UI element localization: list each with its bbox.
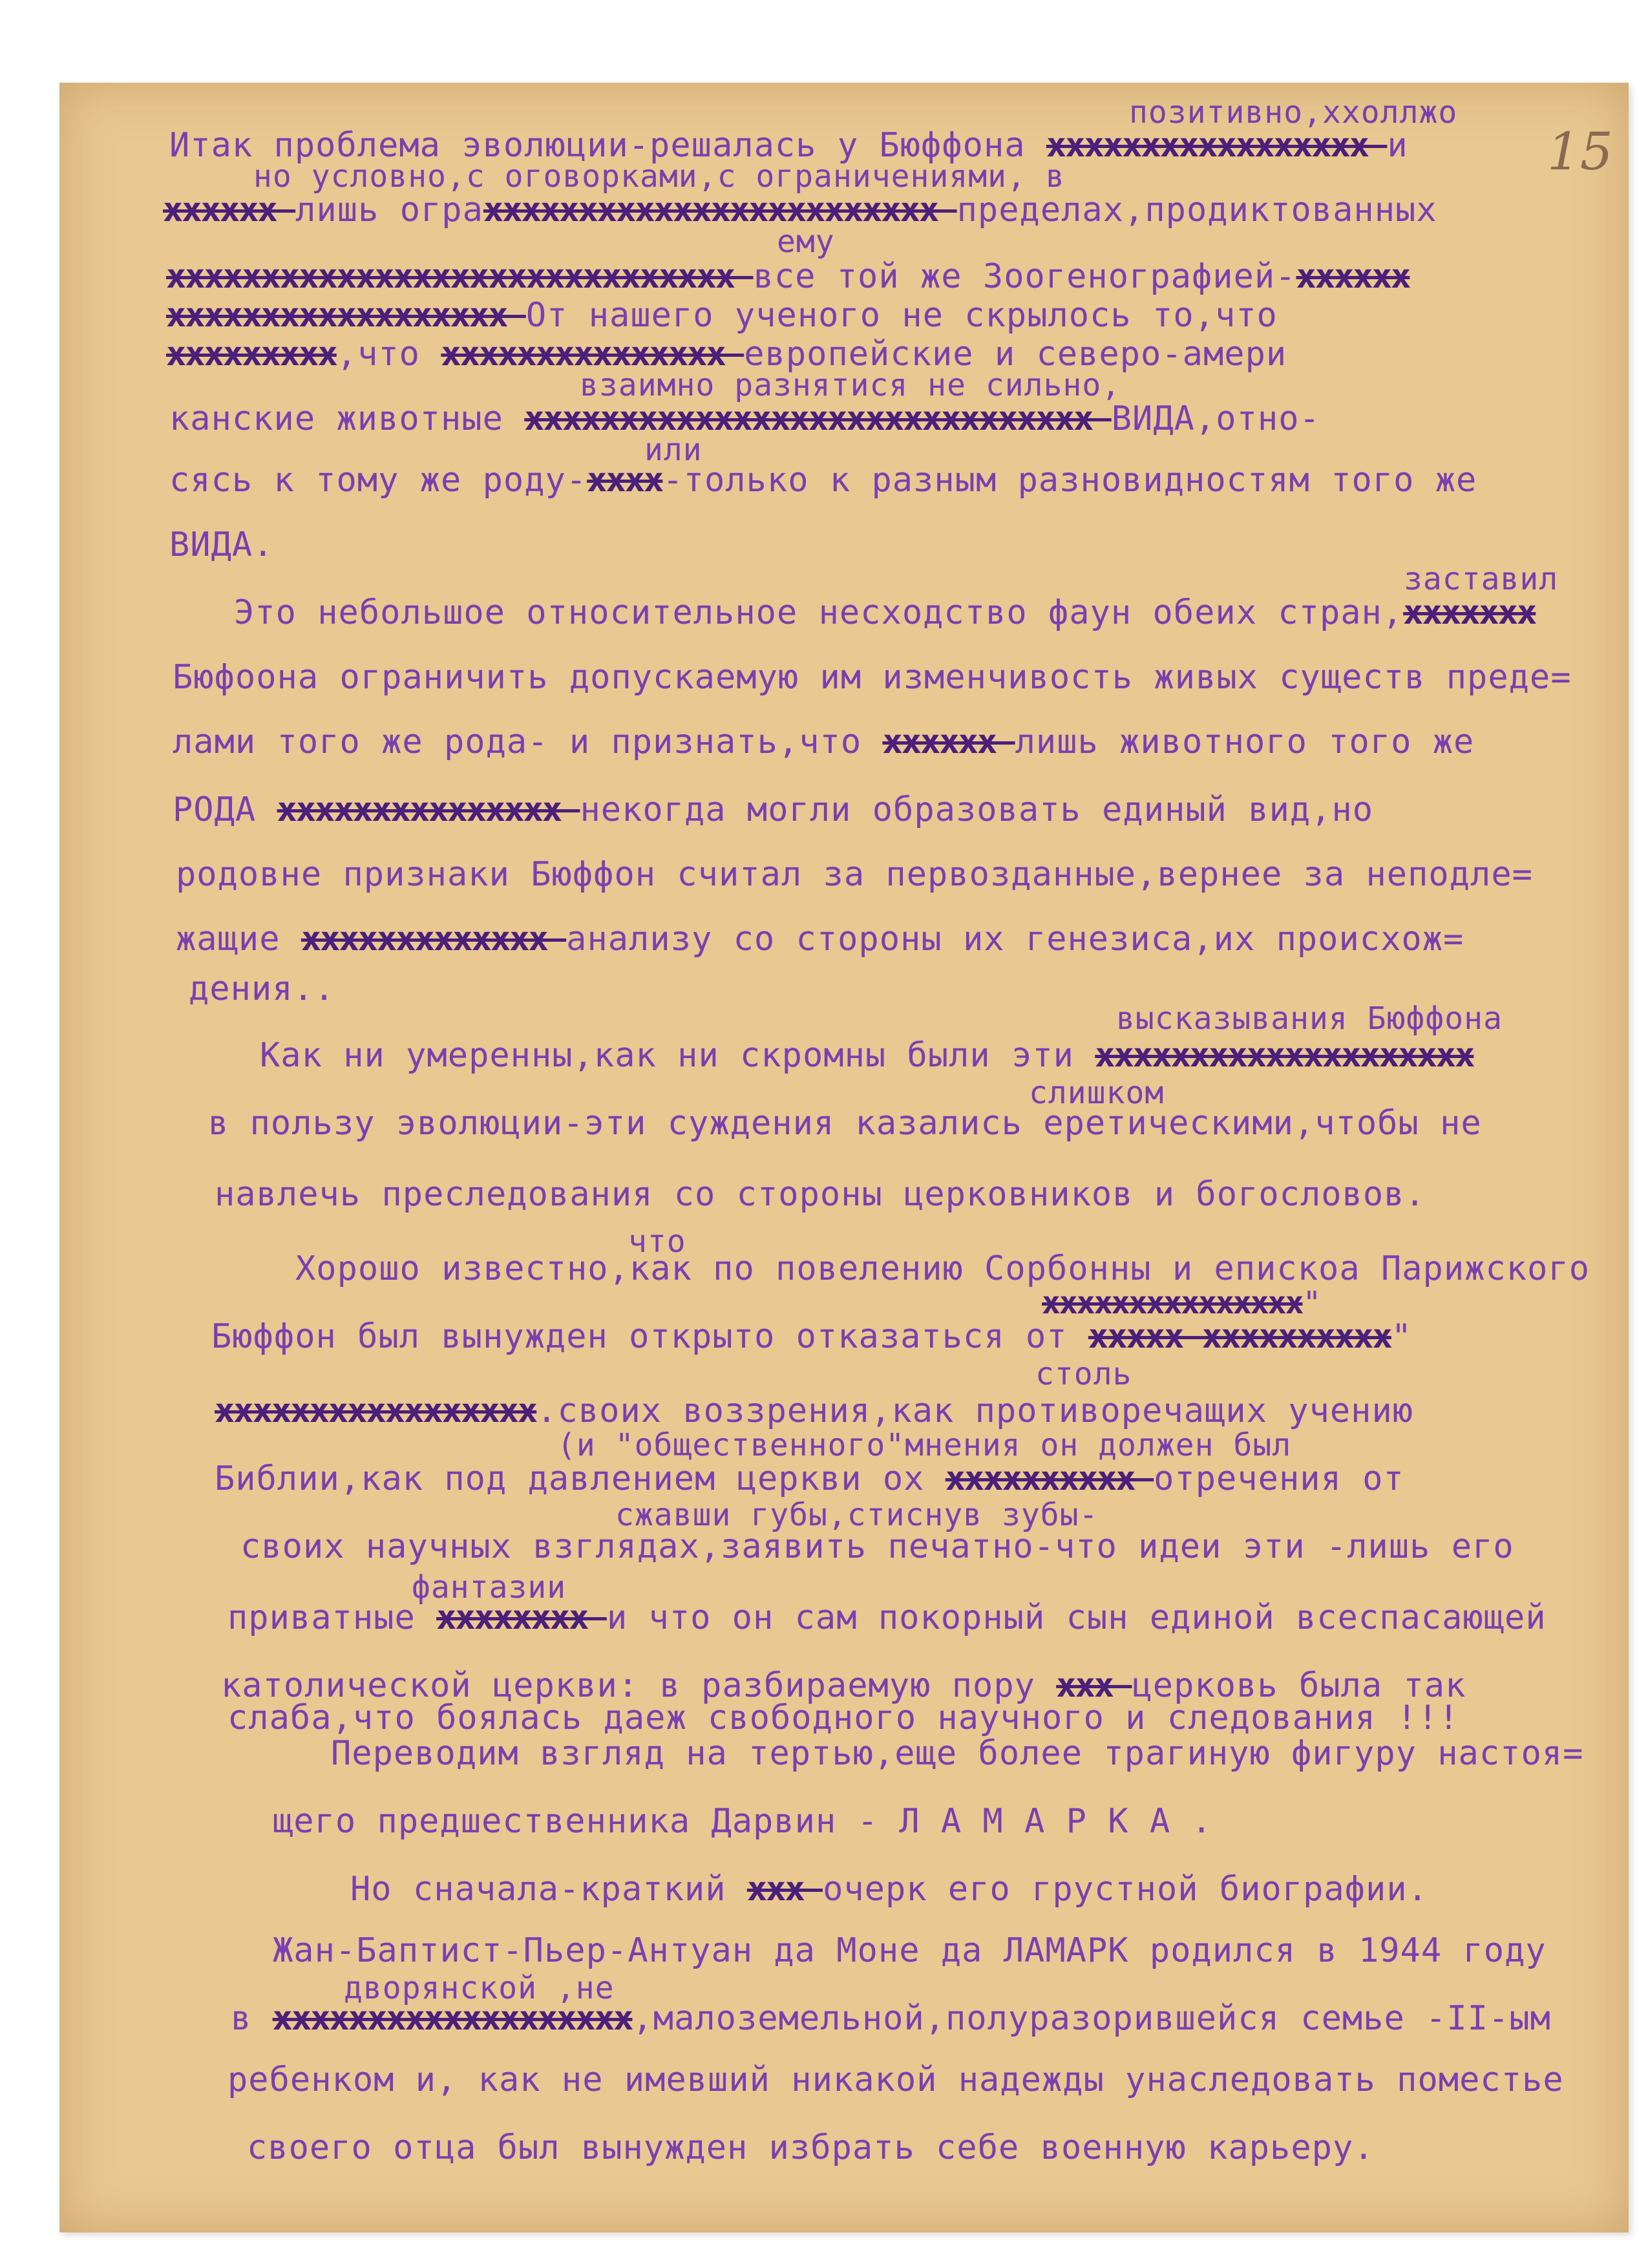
text-line: сясь к тому же роду-хххх-только к разным разновидностям того же — [169, 461, 1477, 500]
text-line: взаимно разнятися не сильно, — [580, 367, 1121, 403]
text-line: хххххххххххххххххх От нашего ученого не скрылось то,что — [166, 296, 1278, 335]
text-line: слишком — [1029, 1075, 1165, 1111]
text-line: в пользу эволюции-эти суждения казались еретическими,чтобы не — [208, 1104, 1482, 1143]
text-line: высказывания Бюффона — [1116, 1001, 1503, 1037]
text-line: жащие ххххххххххххх анализу со стороны их генезиса,их происхож= — [176, 920, 1464, 959]
text-line: Библии,как под давлением церкви ох хххххххххх отречения от — [215, 1459, 1404, 1498]
text-line: Но сначала-краткий ххх очерк его грустной биографии. — [350, 1870, 1428, 1909]
text-line: но условно,с оговорками,с ограничениями, в — [253, 158, 1065, 195]
text-line: столь — [1035, 1356, 1132, 1392]
text-line: ххххххххххххххх" — [1042, 1285, 1322, 1321]
text-line: Жан-Баптист-Пьер-Антуан да Моне да ЛАМАРК родился в 1944 году — [273, 1931, 1547, 1970]
text-line: своих научных взглядах,заявить печатно-что идеи эти -лишь его — [240, 1527, 1514, 1566]
text-line: что — [628, 1224, 686, 1260]
text-line: Хорошо известно,как по повелению Сорбонны и епискоа Парижского — [295, 1249, 1590, 1288]
text-line: своего отца был вынужден избрать себе военную карьеру. — [247, 2128, 1375, 2167]
text-line: канские животные хххххххххххххххххххххххххххххх ВИДА,отно- — [169, 399, 1320, 438]
text-line: Бюфоона ограничить допускаемую им изменчивость живых существ преде= — [173, 658, 1572, 697]
text-line: позитивно,ххоллжо — [1129, 94, 1458, 131]
text-line: (и "общественного"мнения он должен был — [557, 1427, 1292, 1463]
text-line: ххххххххх,что ххххххххххххххх европейские и северо-амери — [166, 335, 1287, 374]
text-line: Это небольшое относительное несходство фаун обеих стран,ххххххх — [234, 593, 1536, 632]
text-line: католической церкви: в разбираемую пору ххх церковь была так — [221, 1666, 1466, 1705]
text-line: Переводим взгляд на тертью,еще более трагиную фигуру настоя= — [331, 1734, 1584, 1773]
text-line: Итак проблема эволюции-решалась у Бюффона ххххххххххххххххх и — [169, 126, 1408, 165]
text-line: Бюффон был вынужден открыто отказаться от ххххх хххххххххх" — [211, 1317, 1413, 1356]
text-line: РОДА ххххххххххххххх некогда могли образовать единый вид,но — [173, 790, 1374, 829]
text-line: ВИДА. — [169, 525, 274, 564]
text-line: дения.. — [189, 970, 335, 1008]
text-line: сжавши губы,стиснув зубы- — [615, 1497, 1099, 1533]
text-line: фантазии — [412, 1569, 567, 1606]
text-line: лами того же рода- и признать,что хххххх лишь животного того же — [173, 723, 1475, 761]
text-line: заставил — [1404, 561, 1559, 597]
text-line: родовне признаки Бюффон считал за первозданные,вернее за неподле= — [176, 855, 1533, 894]
page-number: 15 — [1547, 122, 1613, 182]
text-line: дворянской ,не — [344, 1970, 615, 2006]
text-line: навлечь преследования со стороны церковников и богословов. — [215, 1175, 1426, 1214]
text-line: хххххх лишь ограхххххххххххххххххххххххх пределах,продиктованных — [163, 191, 1437, 229]
text-line: или — [644, 432, 703, 468]
text-line: ххххххххххххххххх.своих воззрения,как противоречащих учению — [215, 1392, 1414, 1430]
typewritten-page — [59, 83, 1629, 2232]
text-line: ему — [777, 224, 835, 260]
text-line: хххххххххххххххххххххххххххххх все той же Зоогенографией-хххххх — [166, 257, 1410, 296]
text-line: ребенком и, как не имевший никакой надежды унаследовать поместье — [227, 2061, 1564, 2099]
text-line: Как ни умеренны,как ни скромны были эти хххххххххххххххххххх — [260, 1036, 1474, 1075]
text-line: слаба,что боялась даеж свободного научного и следования !!! — [227, 1699, 1460, 1737]
text-line: приватные хххххххх и что он сам покорный сын единой всеспасающей — [227, 1598, 1547, 1637]
text-line: щего предшественника Дарвин - Л А М А Р К А . — [273, 1802, 1212, 1841]
text-line: в ххххххххххххххххххх,малоземельной,полуразорившейся семье -II-ым — [231, 1999, 1551, 2038]
